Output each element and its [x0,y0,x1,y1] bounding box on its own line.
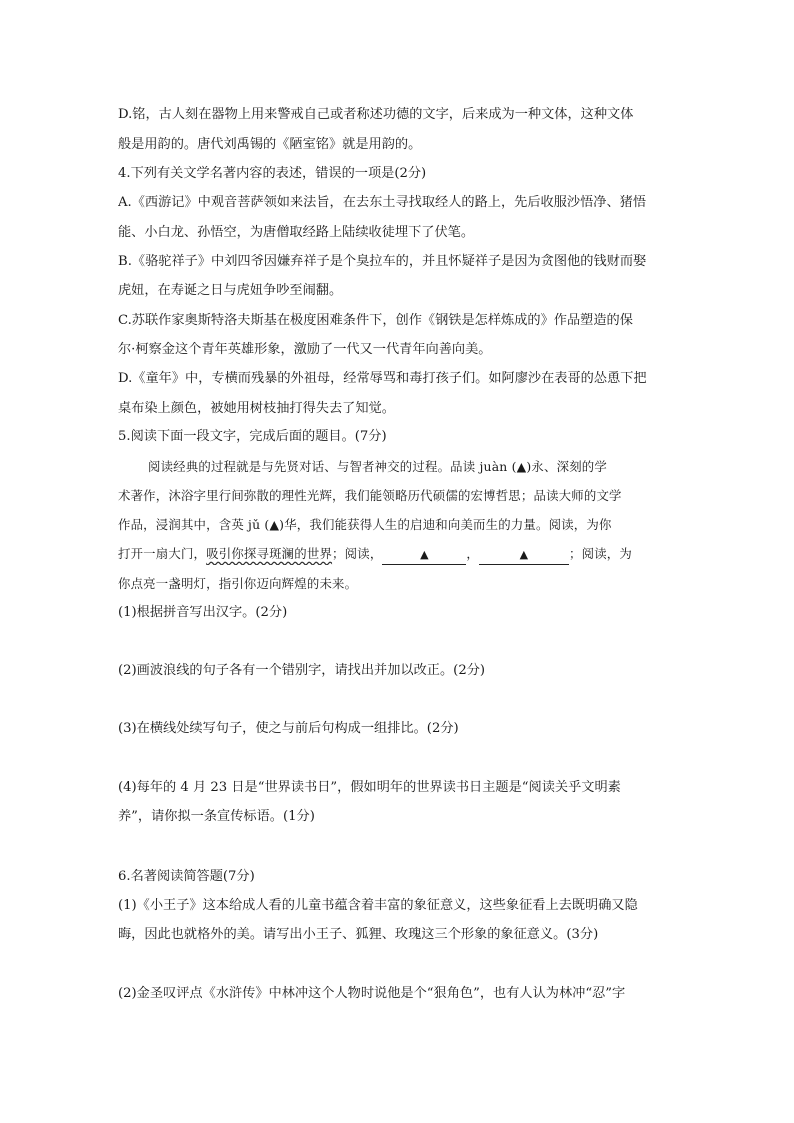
passage-line4-mid: ；阅读， [332,546,383,561]
q5-sub3: (3)在横线处续写句子，使之与前后句构成一组排比。(2分) [118,721,459,736]
passage-line5: 你点亮一盏明灯，指引你迈向辉煌的未来。 [118,576,358,591]
passage-line1: 阅读经典的过程就是与先贤对话、与智者神交的过程。品读 juàn (▲)永、深刻的学 [148,459,607,474]
passage-line4-end: ；阅读，为 [569,546,632,561]
passage-comma: ， [466,546,480,561]
q5-sub4-line1: (4)每年的 4 月 23 日是“世界读书日”，假如明年的世界读书日主题是“阅读关乎文明素 [118,780,621,795]
option-d-line2: 般是用韵的。唐代刘禹锡的《陋室铭》就是用韵的。 [118,137,422,152]
passage-line3: 作品，浸润其中，含英 jǔ (▲)华，我们能获得人生的启迪和向美而生的力量。阅读，为你 [118,517,612,532]
answer-blank-2[interactable] [479,545,569,565]
q6-sub1-line2: 晦，因此也就格外的美。请写出小王子、狐狸、玫瑰这三个形象的象征意义。(3分) [118,927,599,942]
question-5-title: 5.阅读下面一段文字，完成后面的题目。(7分) [118,429,387,444]
passage-line4-start: 打开一扇大门， [118,546,207,561]
question-6-title: 6.名著阅读简答题(7分) [118,869,255,884]
q4-option-d-line1: D.《童年》中，专横而残暴的外祖母，经常辱骂和毒打孩子们。如阿廖沙在表哥的怂恿下把 [118,371,647,386]
passage-line2: 术著作，沐浴字里行间弥散的理性光辉，我们能领略历代硕儒的宏博哲思；品读大师的文学 [118,488,622,503]
q4-option-b-line1: B.《骆驼祥子》中刘四爷因嫌弃祥子是个臭拉车的，并且怀疑祥子是因为贪图他的钱财而娶 [118,254,647,269]
q5-sub4-line2: 养”，请你拟一条宣传标语。(1分) [118,809,315,824]
q5-sub1: (1)根据拼音写出汉字。(2分) [118,605,288,620]
question-4-title: 4.下列有关文学名著内容的表述，错误的一项是(2分) [118,166,427,181]
passage-line4 [118,545,688,565]
blank-2-mark: ▲ [519,548,529,561]
answer-blank-1[interactable] [382,545,466,565]
option-d-line1: D.铭，古人刻在器物上用来警戒自己或者称述功德的文字，后来成为一种文体，这种文体 [118,107,634,122]
q6-sub1-line1: (1)《小王子》这本给成人看的儿童书蕴含着丰富的象征意义，这些象征看上去既明确又隐 [118,898,638,913]
q4-option-d-line2: 桌布染上颜色，被她用树枝抽打得失去了知觉。 [118,401,395,416]
blank-1-mark: ▲ [420,548,429,561]
q4-option-a-line1: A.《西游记》中观音菩萨领如来法旨，在去东土寻找取经人的路上，先后收服沙悟净、猪悟 [118,195,647,210]
q5-sub2: (2)画波浪线的句子各有一个错别字，请找出并加以改正。(2分) [118,663,486,678]
q4-option-a-line2: 能、小白龙、孙悟空，为唐僧取经路上陆续收徒埋下了伏笔。 [118,225,475,240]
q4-option-c-line2: 尔·柯察金这个青年英雄形象，激励了一代又一代青年向善向美。 [118,342,492,357]
q4-option-c-line1: C.苏联作家奥斯特洛夫斯基在极度困难条件下，创作《钢铁是怎样炼成的》作品塑造的保 [118,313,633,328]
q6-sub2-line1: (2)金圣叹评点《水浒传》中林冲这个人物时说他是个“狠角色”，也有人认为林冲“忍”字 [118,986,626,1001]
wavy-underlined-sentence: 吸引你探寻斑澜的世界 [206,546,333,561]
q4-option-b-line2: 虎妞，在寿诞之日与虎妞争吵至闹翻。 [118,283,343,298]
